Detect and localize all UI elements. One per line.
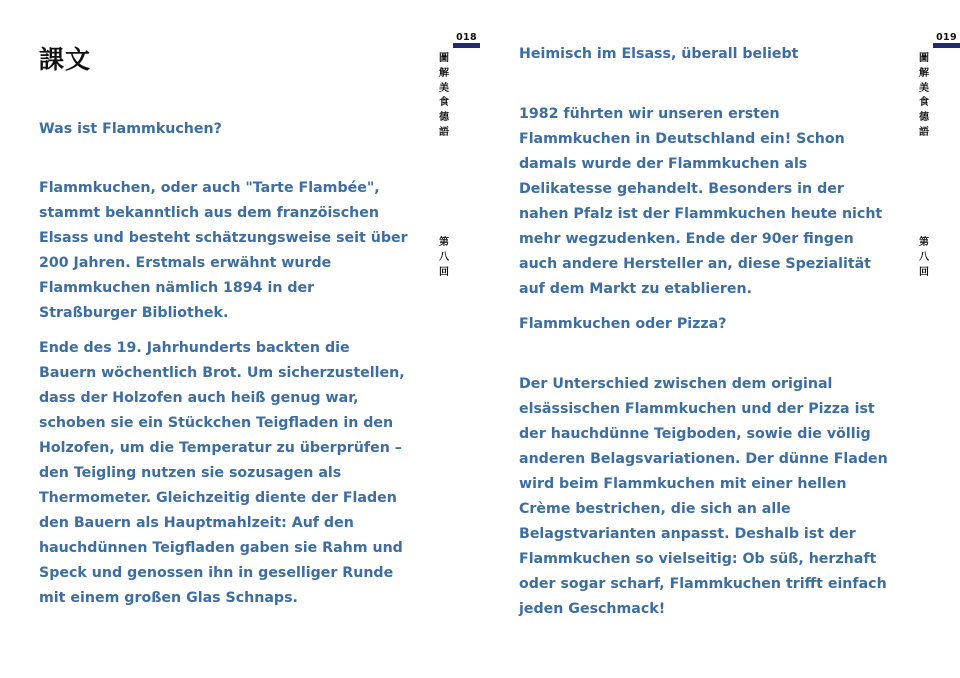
page-number: 018	[456, 32, 477, 43]
page-number-bar	[453, 43, 480, 48]
right-page	[480, 0, 960, 678]
section-heading: Was ist Flammkuchen?	[39, 121, 222, 137]
section-heading-2: Flammkuchen oder Pizza?	[519, 316, 727, 332]
section-heading-1: Heimisch im Elsass, überall beliebt	[519, 46, 799, 62]
page-number-bar	[933, 43, 960, 48]
book-title-vertical: 圖解美食德語	[919, 53, 929, 138]
chapter-label-vertical: 第八回	[439, 237, 449, 278]
chapter-label-vertical: 第八回	[919, 237, 929, 278]
paragraph-1: 1982 führten wir unseren ersten Flammkuchen in Deutschland ein! Schon damals wurde der Flammkuchen als Delikatesse gehandelt. Besonders in der nahen Pfalz ist der Flammkuchen heute nicht mehr wegzudenken. Ende der 90er fingen auch andere Hersteller an, diese Spezialität auf dem Markt zu etablieren.	[519, 106, 883, 297]
paragraph-2: Der Unterschied zwischen dem original elsässischen Flammkuchen und der Pizza ist der hauchdünne Teigboden, sowie die völlig anderen Belagsvariationen. Der dünne Fladen wird beim Flammkuchen mit einer hellen Crème bestrichen, die sich an alle Belagstvarianten anpasst. Deshalb ist der Flammkuchen so vielseitig: Ob süß, herzhaft oder sogar scharf, Flammkuchen trifft einfach jeden Geschmack!	[519, 376, 888, 617]
paragraph-2: Ende des 19. Jahrhunderts backten die Bauern wöchentlich Brot. Um sicherzustellen, dass der Holzofen auch heiß genug war, schoben sie ein Stückchen Teigfladen in den Holzofen, um die Temperatur zu überprüfen – den Teigling nutzen sie sozusagen als Thermometer. Gleichzeitig diente der Fladen den Bauern als Hauptmahlzeit: Auf den hauchdünnen Teigfladen gaben sie Rahm und Speck und genossen ihn in geselliger Runde mit einem großen Glas Schnaps.	[39, 340, 405, 606]
paragraph-1: Flammkuchen, oder auch "Tarte Flambée", stammt bekanntlich aus dem franzöischen Elsass und besteht schätzungsweise seit über 200 Jahren. Erstmals erwähnt wurde Flammkuchen nämlich 1894 in der Straßburger Bibliothek.	[39, 180, 408, 321]
page-number: 019	[936, 32, 957, 43]
lesson-title: 課文	[39, 45, 92, 74]
book-title-vertical: 圖解美食德語	[439, 53, 449, 138]
